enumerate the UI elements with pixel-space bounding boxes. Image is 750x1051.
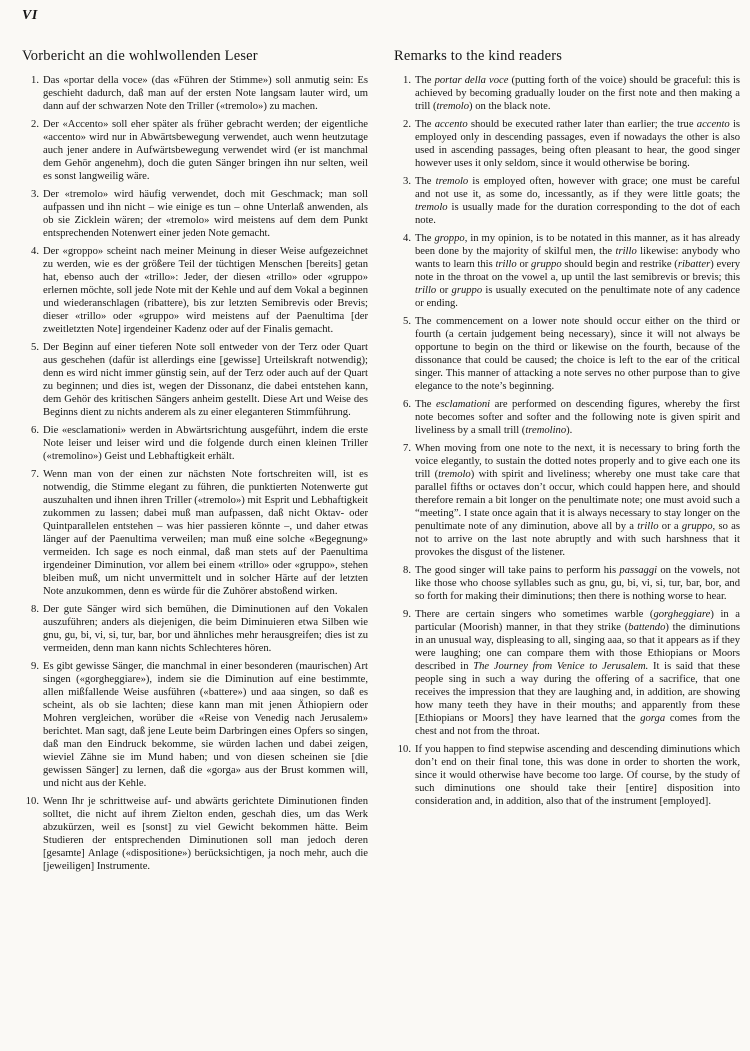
list-item bbox=[22, 603, 368, 655]
item-text: The accento should be executed rather later than earlier; the true accento is employed only in descending passages, even if nowadays the other is also used in ascending passages, being often pleasant to hear, the good singer however uses it only seldom, since it would otherwise be boring. bbox=[415, 119, 741, 169]
item-number: 4. bbox=[31, 246, 39, 257]
item-text: Wenn Ihr je schrittweise auf- und abwärts gerichtete Diminutionen finden solltet, die nicht auf ihrem Zielton enden, geschah dies, um das Werk abzukürzen, weil es [sonst] zu viel Gewicht bekommen hätte. Beim Studieren der entsprechenden Diminutionen soll man jedoch deren [gesamte] Anlage («dispositione») berücksichtigen, ja noch mehr, auch die [jeweiligen] Instrumente. bbox=[43, 796, 368, 872]
item-number: 3. bbox=[403, 176, 411, 187]
list-item bbox=[394, 398, 740, 437]
item-number: 10. bbox=[25, 796, 39, 807]
column-title-german: Vorbericht an die wohlwollenden Leser bbox=[22, 48, 258, 64]
item-text: When moving from one note to the next, it is necessary to bring forth the voice elegantly, to sustain the dotted notes properly and to give each one its trill (tremolo) with spirit and liveliness; whereby one must take care that parallel fifths or octaves don’t occur, which could happen here, and should therefore remain a bit longer on the penultimate note; one must avoid such a “meeting”. I state once again that it is always necessary to stay longer on the penultimate note of any diminution, above all by a trillo or a gruppo, so as not to arrive on the last note abruptly and with such harshness that it provokes the disgust of the listener. bbox=[415, 443, 740, 558]
item-number: 1. bbox=[31, 75, 39, 86]
item-text: Der «groppo» scheint nach meiner Meinung in dieser Weise aufgezeichnet zu werden, wie es der größere Teil der tüchtigen Menschen [bereits] getan hat, ebenso auch der «trillo»: Jeder, der diesen «trillo» oder «gruppo» erlernen möchte, soll jede Note mit der Kehle und auf dem Vokal a beginnen und wiederanschlagen (ribattere), bis zur letzten Semibrevis oder Brevis; dieser «trillo» oder «gruppo» wird meistens auf der Paenultima [der zweitletzten Note] irgendeiner Kadenz oder auf der Finalis gemacht. bbox=[43, 246, 368, 335]
list-item bbox=[22, 795, 368, 873]
item-number: 6. bbox=[403, 399, 411, 410]
item-number: 5. bbox=[403, 316, 411, 327]
list-item bbox=[394, 118, 740, 170]
item-text: Der «Accento» soll eher später als früher gebracht werden; der eigentliche «accento» wird nur in Abwärtsbewegung verwendet, auch wenn heutzutage auch jener andere in Aufwärtsbewegung verwendet wird (er ist manchmal dem Gehör angenehm), doch die guten Sänger bringen ihn nur selten, weil es sonst langweilig wäre. bbox=[43, 119, 368, 182]
item-number: 7. bbox=[31, 469, 39, 480]
item-text: The portar della voce (putting forth of the voice) should be graceful: this is achieved by becoming gradually louder on the first note and then making a trill (tremolo) on the black note. bbox=[415, 75, 741, 112]
item-number: 6. bbox=[31, 425, 39, 436]
item-text: The esclamationi are performed on descending figures, whereby the first note becomes softer and softer and the following note is given spirit and liveliness by a small trill (tremolino). bbox=[415, 399, 740, 436]
list-item bbox=[394, 743, 740, 808]
column-german bbox=[22, 48, 368, 873]
list-item bbox=[394, 564, 740, 603]
list-item bbox=[22, 118, 368, 183]
item-number: 2. bbox=[31, 119, 39, 130]
item-text: The good singer will take pains to perform his passaggi on the vowels, not like those who choose syllables such as gnu, gu, bi, vi, si, tur, bar, bor, and so forth for making their diminutions; then there is nothing worse to hear. bbox=[415, 565, 741, 602]
item-number: 10. bbox=[397, 744, 411, 755]
numbered-list-english bbox=[394, 74, 740, 808]
item-text: The groppo, in my opinion, is to be notated in this manner, as it has already been done by the majority of skilful men, the trillo likewise: anybody who wants to learn this trillo or gruppo should begin and restrike (ribatter) every note in the throat on the vowel a, up until the last semibrevis or brevis; this trillo or gruppo is usually executed on the penultimate note of any cadence or ending. bbox=[415, 233, 741, 309]
list-item bbox=[22, 188, 368, 240]
page-number: VI bbox=[22, 8, 38, 23]
list-item bbox=[394, 315, 740, 393]
list-item bbox=[22, 424, 368, 463]
item-text: Es gibt gewisse Sänger, die manchmal in einer besonderen (maurischen) Art singen («gorgheggiare»), indem sie die Diminution auf eine bestimmte, allen mißfallende Weise ausführen («battere») und aaa singen, so daß es scheint, als ob sie lachten; diese kann man mit jenen Äthiopiern oder Mohren vergleichen, worüber die «Reise von Venedig nach Jerusalem» berichtet. Man sagt, daß jene Leute beim Darbringen eines Opfers so singen, daß man den Eindruck bekomme, sie würden lachen und dabei zeigen, wieviel Zähne sie im Mund haben; und von diesen scheinen sie [die gewissen Sänger] zu lernen, daß die «gorga» aus der Brust kommen will, und nicht aus der Kehle. bbox=[43, 661, 368, 789]
item-number: 3. bbox=[31, 189, 39, 200]
list-item bbox=[22, 74, 368, 113]
item-text: If you happen to find stepwise ascending and descending diminutions which don’t end on their final tone, this was done in order to shorten the work, since it would otherwise have become too large. Of course, by the study of such diminutions one should take their [entire] disposition into consideration and, in addition, also that of the instrument [employed]. bbox=[415, 744, 740, 807]
two-column-layout bbox=[22, 48, 740, 873]
list-item bbox=[394, 442, 740, 559]
list-item bbox=[22, 468, 368, 598]
list-item bbox=[394, 608, 740, 738]
item-text: Der «tremolo» wird häufig verwendet, doch mit Geschmack; man soll aufpassen und ihn nicht – wie einige es tun – ohne Unterlaß anwenden, als ob sie Zicklein wären; der «tremolo» wird meistens auf dem dem Punkt entsprechenden Notenwert einer jeden Note gemacht. bbox=[43, 189, 368, 239]
list-item bbox=[394, 232, 740, 310]
item-text: Die «esclamationi» werden in Abwärtsrichtung ausgeführt, indem die erste Note leiser und leiser wird und die folgende durch einen kleinen Triller («tremolino») Geist und Lebhaftigkeit erhält. bbox=[43, 425, 368, 462]
item-text: The commencement on a lower note should occur either on the third or fourth (a certain judgement being necessary), since it will not always be opportune to begin on the third or likewise on the fourth, because of the dissonance that could be caused; the choice is left to the ear of the critical singer. This manner of attacking a note serves no other purpose than to give elegance to the note’s beginning. bbox=[415, 316, 740, 392]
item-number: 1. bbox=[403, 75, 411, 86]
item-number: 5. bbox=[31, 342, 39, 353]
item-number: 8. bbox=[403, 565, 411, 576]
numbered-list-german bbox=[22, 74, 368, 873]
item-number: 2. bbox=[403, 119, 411, 130]
item-text: Das «portar della voce» (das «Führen der Stimme») soll anmutig sein: Es geschieht dadurch, daß man auf der ersten Note langsam lauter wird, um dann auf der schwarzen Note den Triller («tremolo») zu machen. bbox=[43, 75, 368, 112]
item-text: Der gute Sänger wird sich bemühen, die Diminutionen auf den Vokalen auszuführen; anders als diejenigen, die beim Diminuieren etwa Silben wie gnu, gu, bi, vi, si, tur, bar, bor und ähnliches mehr herausgreifen; dies ist zu vermeiden, denn man kann nichts Schlechteres hören. bbox=[43, 604, 368, 654]
item-number: 8. bbox=[31, 604, 39, 615]
item-text: There are certain singers who sometimes warble (gorgheggiare) in a particular (Moorish) manner, in that they strike (battendo) the diminutions in an unusual way, displeasing to all, singing aaa, so that it appears as if they were laughing; one can compare them with those Ethiopians or Moors described in The Journey from Venice to Jerusalem. It is said that these people sing in such a way during the offering of a sacrifice, that one receives the impression that they are laughing and, in addition, are showing how many teeth they have in their mouths; and apparently from these [Ethiopians or Moors] they have learned that the gorga comes from the chest and not from the throat. bbox=[415, 609, 741, 737]
list-item bbox=[22, 245, 368, 336]
item-number: 4. bbox=[403, 233, 411, 244]
list-item bbox=[394, 175, 740, 227]
item-text: Wenn man von der einen zur nächsten Note fortschreiten will, ist es notwendig, die Stimme elegant zu führen, die punktierten Notenwerte gut auszuhalten und ihnen ihren Triller («tremolo») mit Esprit und Lebhaftigkeit zukommen zu lassen; dabei muß man aufpassen, daß nicht Oktav- oder Quintparallelen entstehen – was hier passieren könnte –, und daher etwas länger auf der Paenultima verweilen; man muß eine solche «Begegnung» vermeiden. Ich sage es noch einmal, daß man stets auf der Paenultima irgendeiner Diminution, vor allem bei einem «trillo» oder «gruppo», stehen bleiben muß, um nicht unvermittelt und in solcher Härte auf der letzten Note anzukommen, denn es würde für die Zuhörer abstoßend wirken. bbox=[43, 469, 368, 597]
list-item bbox=[22, 341, 368, 419]
item-number: 9. bbox=[403, 609, 411, 620]
column-english bbox=[394, 48, 740, 873]
item-number: 9. bbox=[31, 661, 39, 672]
item-text: The tremolo is employed often, however with grace; one must be careful and not use it, as some do, incessantly, as if they were little goats; the tremolo is usually made for the duration corresponding to the dot of each note. bbox=[415, 176, 740, 226]
list-item bbox=[394, 74, 740, 113]
list-item bbox=[22, 660, 368, 790]
column-title-english: Remarks to the kind readers bbox=[394, 48, 563, 64]
item-text: Der Beginn auf einer tieferen Note soll entweder von der Terz oder Quart aus geschehen (dafür ist allerdings eine [gewisse] Urteilskraft notwendig); denn es wird nicht immer günstig sein, auf der Terz oder auch auf der Quart zu beginnen; und dies ist, wegen der Dissonanz, die dabei entstehen kann, dem Gehör des kritischen Sängers anheim gestellt. Diese Art und Weise des Beginns dient zu nichts anderem als zu einer eleganteren Stimmführung. bbox=[43, 342, 368, 418]
item-number: 7. bbox=[403, 443, 411, 454]
